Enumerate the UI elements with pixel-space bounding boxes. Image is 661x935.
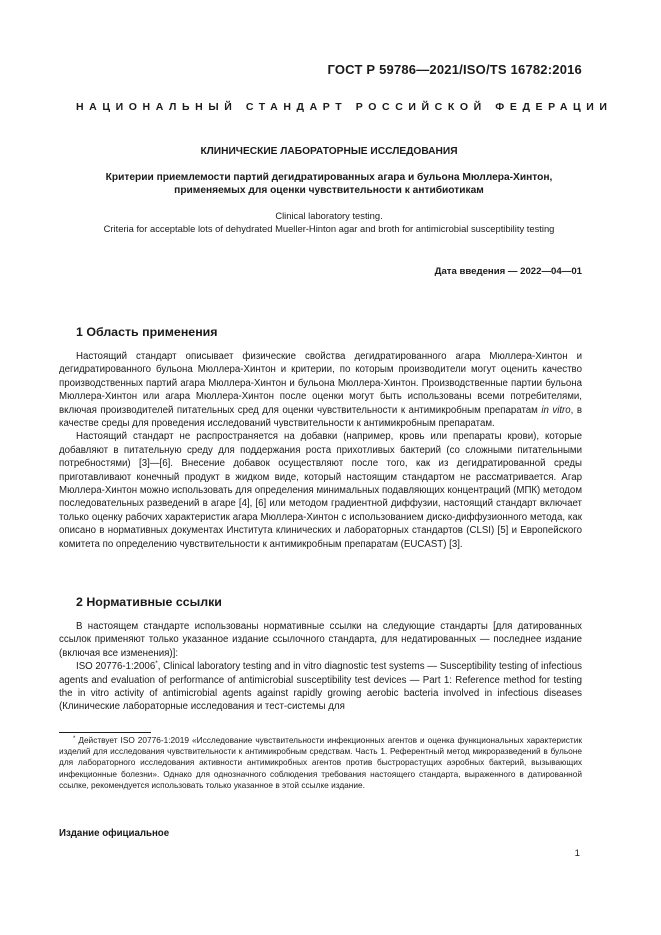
standard-code: ГОСТ Р 59786—2021/ISO/TS 16782:2016: [327, 62, 582, 77]
section-2-reference: ISO 20776-1:2006*, Clinical laboratory testing and in vitro diagnostic test systems — Susceptibility testing of infectious agents and evaluation of performance of antimicrobial susceptibility test devices — Part 1: Reference method for testing the in vitro activity of antimicrobial agents against rapidly growing aerobic bacteria involved in infectious diseases (Клинические лабораторные исследования и тест-системы для: [59, 660, 582, 713]
english-title: [60, 209, 598, 235]
section-1-paragraph-2: Настоящий стандарт не распространяется на добавки (например, кровь или препараты крови), которые добавляют в питательную среду для поддержания роста прихотливых бактерий (со сложными питательными потребностями) [3]—[6]. Внесение добавок осуществляют после того, как из дегидратированной среды приготавливают конечный продукт в жидком виде, который настоящим стандартом не рассматривается. Агар Мюллера-Хинтон можно использовать для определения минимальных подавляющих концентраций (МПК) методом последовательных разведений в агаре [4], [6] или методом градиентной диффузии, настоящий стандарт включает только оценку рабочих характеристик агара Мюллера-Хинтон с использованием диско-диффузионного метода, как описано в нормативных документах Института клинических и лабораторных стандартов (CLSI) [5] и Европейского комитета по определению чувствительности к антимикробным препаратам (EUCAST) [3].: [59, 431, 582, 550]
national-standard-banner: НАЦИОНАЛЬНЫЙ СТАНДАРТ РОССИЙСКОЙ ФЕДЕРАЦИИ: [76, 101, 613, 113]
introduction-date: Дата введения — 2022—04—01: [434, 266, 582, 277]
subtitle-line-2: применяемых для оценки чувствительности к антибиотикам: [174, 185, 484, 196]
footnote-separator: [59, 732, 151, 733]
document-title: КЛИНИЧЕСКИЕ ЛАБОРАТОРНЫЕ ИССЛЕДОВАНИЯ: [200, 146, 458, 157]
section-2-paragraph-1: В настоящем стандарте использованы нормативные ссылки на следующие стандарты [для датированных ссылок применяют только указанное издание ссылочного стандарта, для недатированных — последнее издание (включая все изменения)]:: [59, 621, 582, 659]
footnote-ref-mark[interactable]: *: [155, 660, 158, 668]
section-1-heading: 1 Область применения: [76, 325, 218, 339]
official-edition-label: Издание официальное: [59, 828, 170, 839]
footnote-mark: *: [73, 736, 76, 742]
section-1-body: [59, 350, 582, 551]
subtitle-line-1: Критерии приемлемости партий дегидратированных агара и бульона Мюллера-Хинтон,: [105, 172, 553, 183]
footnote-text: Действует ISO 20776-1:2019 «Исследование чувствительности инфекционных агентов и оценка функциональных характеристик изделий для исследования чувствительности к антимикробным средствам. Часть 1. Референтный метод микроразведений в бульоне для лабораторного исследования активности антимикробных агентов против быстрорастущих аэробных бактерий, вызывающих инфекционные болезни». Однако для однозначного соблюдения требования настоящего стандарта, выраженного в датированной ссылке, рекомендуется использовать только указанное в этой ссылке издание.: [59, 735, 582, 790]
section-1-paragraph-1: Настоящий стандарт описывает физические свойства дегидратированного агара Мюллера-Хинтон и дегидратированного бульона Мюллера-Хинтон и критерии, по которым производители могут оценить качество производственных партий агара Мюллера-Хинтон и бульона Мюллера-Хинтон. Производственные партии бульона Мюллера-Хинтон или агара Мюллера-Хинтон после оценки могут быть использованы всеми потребителями, включая производителей питательных сред для оценки чувствительности к антимикробным препаратам in vitro, в качестве среды для проведения исследований чувствительности к антимикробным препаратам.: [59, 351, 582, 430]
footnote: [59, 735, 582, 791]
document-subtitle: [90, 171, 568, 197]
section-2-heading: 2 Нормативные ссылки: [76, 595, 222, 609]
page-number: 1: [574, 848, 580, 859]
section-2-body: [59, 620, 582, 714]
english-title-line-1: Clinical laboratory testing.: [275, 210, 383, 221]
english-title-line-2: Criteria for acceptable lots of dehydrated Mueller-Hinton agar and broth for antimicrobial susceptibility testing: [103, 223, 555, 234]
